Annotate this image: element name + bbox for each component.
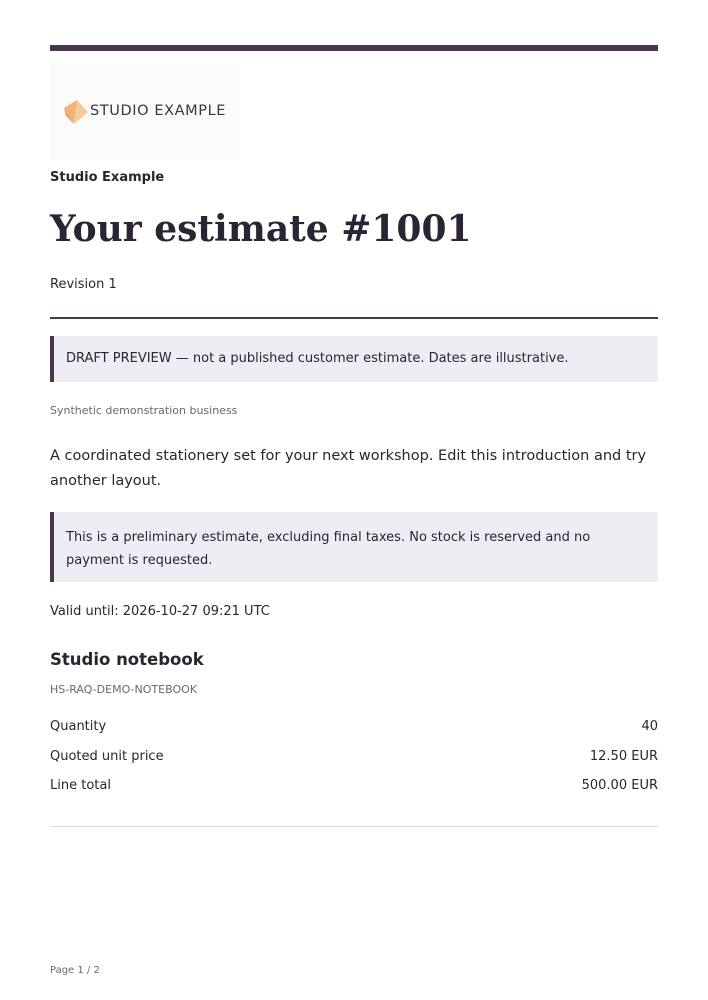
estimate-page [50,0,658,1000]
page-title: Your estimate #1001 [50,208,472,250]
logo-text: STUDIO EXAMPLE [90,103,227,119]
logo [50,64,240,160]
top-accent-rule [50,45,658,51]
folded-paper-icon [64,100,88,124]
quantity-row [50,719,658,739]
synthetic-note: Synthetic demonstration business [50,404,238,417]
line-total-value: 500.00 EUR [581,778,658,793]
quantity-value: 40 [641,719,658,734]
item-divider [50,826,658,827]
line-total-row [50,778,658,798]
draft-notice: DRAFT PREVIEW — not a published customer estimate. Dates are illustrative. [50,336,658,382]
item-sku: HS-RAQ-DEMO-NOTEBOOK [50,683,197,696]
revision-label: Revision 1 [50,277,117,292]
unit-price-row [50,749,658,769]
preliminary-notice: This is a preliminary estimate, excluding final taxes. No stock is reserved and no payment is requested. [50,512,658,582]
quantity-label: Quantity [50,719,107,734]
intro-text: A coordinated stationery set for your next workshop. Edit this introduction and try another layout. [50,448,647,489]
page-number: Page 1 / 2 [50,965,100,976]
item-name: Studio notebook [50,650,204,669]
unit-price-label: Quoted unit price [50,749,164,764]
business-name: Studio Example [50,170,165,185]
line-total-label: Line total [50,778,111,793]
unit-price-value: 12.50 EUR [589,749,658,764]
valid-until: Valid until: 2026-10-27 09:21 UTC [50,604,270,619]
section-divider [50,317,658,319]
